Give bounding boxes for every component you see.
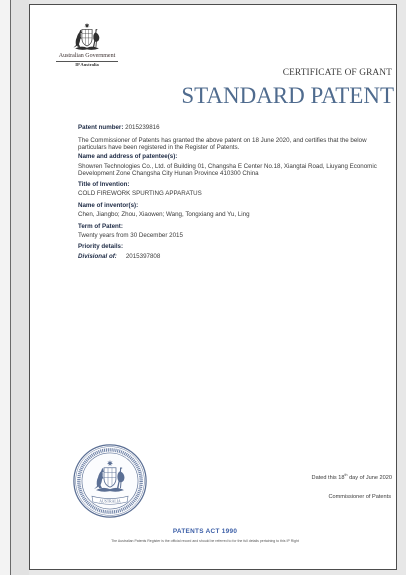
inventors-value: Chen, Jiangbo; Zhou, Xiaowen; Wang, Tongxiang and Yu, Ling [78,211,250,218]
term-label: Term of Patent: [78,223,123,230]
commissioner-seal-icon [72,443,148,519]
divisional-value: 2015397808 [125,253,161,260]
divisional-label: Divisional of: [78,253,117,260]
grant-statement: The Commissioner of Patents has granted the above patent on 18 June 2020, and certifies that the below particulars have been registered in the Register of Patents. [78,137,367,151]
divisional-row [78,254,390,261]
priority-label: Priority details: [78,243,124,250]
patent-type-title: STANDARD PATENT [181,83,394,108]
title-label: Title of Invention: [78,181,130,188]
patent-number-label: Patent number: [78,124,124,131]
signatory: Commissioner of Patents [328,494,391,500]
register-footnote: The Australian Patents Register is the official record and should be referred to for the full details pertaining to this IP Right [111,539,299,543]
certificate-heading: CERTIFICATE OF GRANT [282,68,392,78]
patent-number-value: 2015239816 [125,124,160,131]
term-value: Twenty years from 30 December 2015 [78,232,183,239]
seal-banner-text: AUSTRALIA [99,499,121,504]
viewer-gutter [11,0,29,575]
title-value: COLD FIREWORK SPURTING APPARATUS [78,190,202,197]
government-logo [56,22,118,68]
coat-of-arms-icon [70,22,104,53]
patent-number [78,125,390,132]
adjacent-page-edge [0,0,11,575]
dated-line [312,475,392,482]
patentee-value: Showren Technologies Co., Ltd. of Building 01, Changsha E Center No.18, Xiangtai Road, Liuyang Economic Development Zone Changsha City Hunan Province 410300 China [78,163,377,177]
dated-rest: day of June 2020 [347,475,392,481]
agency-name: IP Australia [75,61,99,67]
inventors-label: Name of inventor(s): [78,202,139,209]
patentee-label: Name and address of patentee(s): [78,153,178,160]
dated-prefix: Dated this 18 [311,475,345,481]
certificate-page [29,4,397,570]
patents-act: PATENTS ACT 1990 [172,528,238,535]
government-name: Australian Government [56,53,118,62]
dated-ordinal: th [344,473,348,478]
